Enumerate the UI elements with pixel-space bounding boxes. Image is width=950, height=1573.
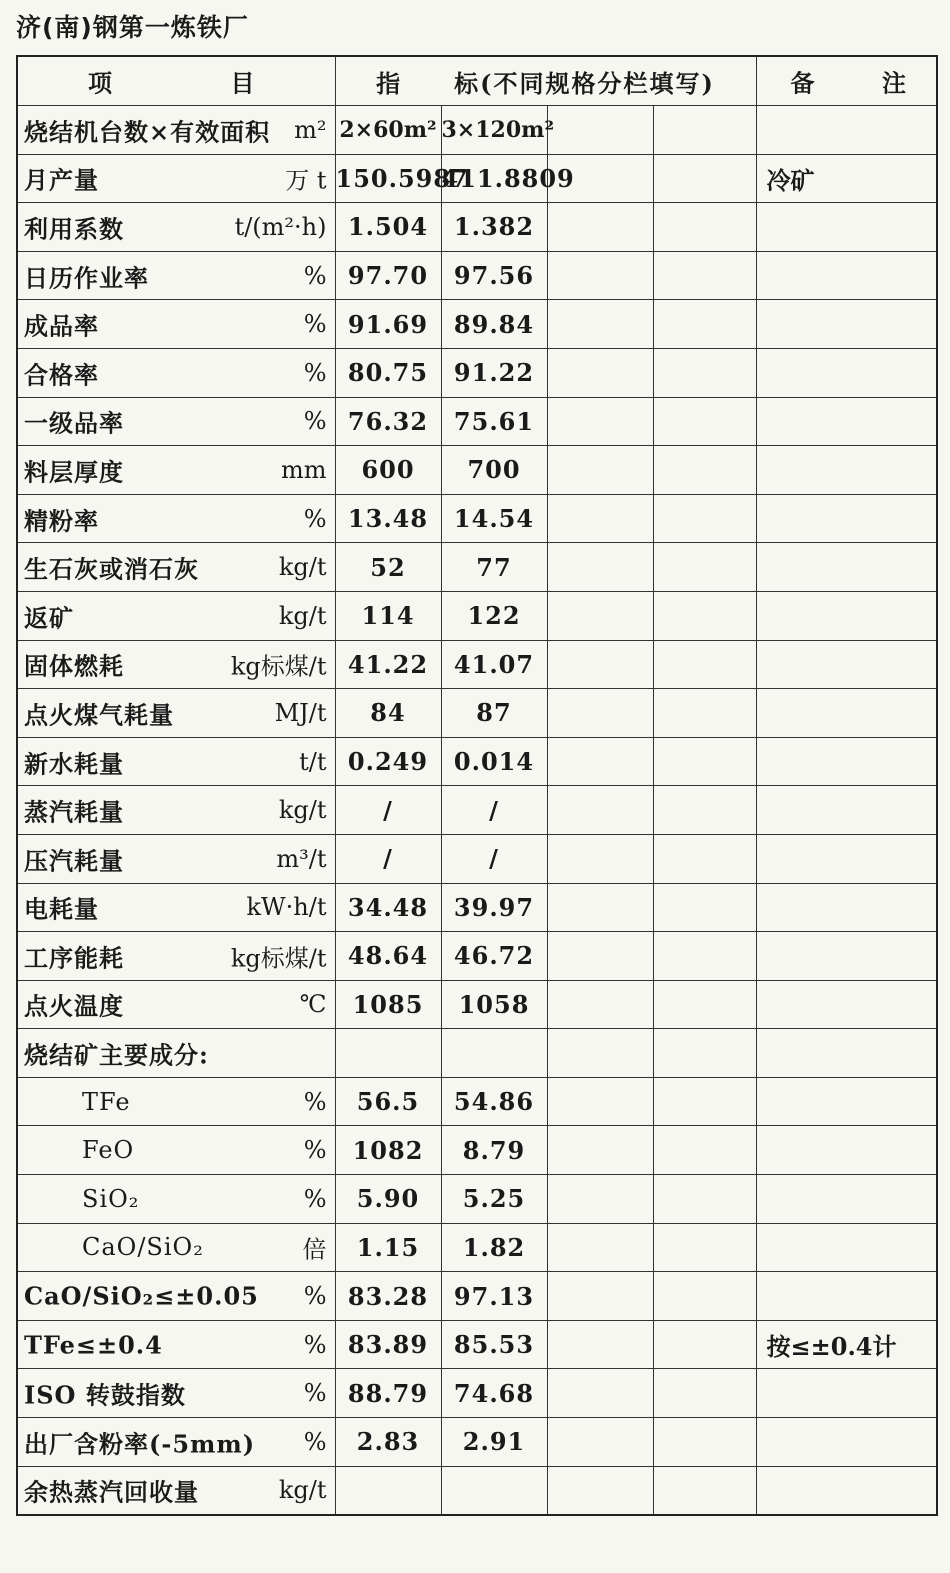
item-unit: % [303, 1330, 327, 1359]
note-cell [756, 1369, 937, 1418]
empty-value-cell [653, 980, 756, 1029]
item-unit: % [303, 1184, 327, 1213]
value-cell [441, 1029, 547, 1078]
value-cell: 41.07 [441, 640, 547, 689]
empty-value-cell [547, 689, 653, 738]
note-cell [756, 1175, 937, 1224]
item-cell [17, 786, 335, 835]
value-cell: 39.97 [441, 883, 547, 932]
item-cell [17, 834, 335, 883]
item-label: 蒸汽耗量 [24, 797, 124, 827]
item-cell [17, 543, 335, 592]
item-cell [17, 591, 335, 640]
item-unit: % [303, 1427, 327, 1456]
item-label: 料层厚度 [24, 457, 124, 487]
table-row [17, 591, 937, 640]
value-cell: 80.75 [335, 348, 441, 397]
table-row [17, 494, 937, 543]
value-cell: 97.13 [441, 1272, 547, 1321]
item-unit: % [303, 310, 327, 339]
item-cell [17, 348, 335, 397]
item-cell [17, 980, 335, 1029]
value-cell: 5.90 [335, 1175, 441, 1224]
value-cell: 74.68 [441, 1369, 547, 1418]
value-cell: 411.8809 [441, 154, 547, 203]
note-cell [756, 932, 937, 981]
header-item [17, 56, 335, 106]
value-cell: 48.64 [335, 932, 441, 981]
empty-value-cell [653, 1272, 756, 1321]
item-unit: % [303, 1087, 327, 1116]
table-row [17, 1029, 937, 1078]
value-cell: 46.72 [441, 932, 547, 981]
item-label: TFe≤±0.4 [24, 1330, 163, 1360]
empty-value-cell [547, 1369, 653, 1418]
empty-value-cell [547, 737, 653, 786]
value-cell: 1.382 [441, 203, 547, 252]
item-unit: % [303, 1282, 327, 1311]
empty-value-cell [653, 689, 756, 738]
empty-value-cell [653, 883, 756, 932]
empty-value-cell [653, 640, 756, 689]
note-cell [756, 591, 937, 640]
note-cell [756, 786, 937, 835]
table-row [17, 1320, 937, 1369]
item-unit: mm [280, 455, 327, 484]
note-cell [756, 640, 937, 689]
item-label: SiO₂ [82, 1184, 140, 1213]
value-cell: 150.5987 [335, 154, 441, 203]
value-cell: 1.15 [335, 1223, 441, 1272]
value-cell: / [441, 834, 547, 883]
item-cell [17, 932, 335, 981]
item-label: 成品率 [24, 311, 99, 341]
item-cell [17, 203, 335, 252]
item-cell [17, 1466, 335, 1515]
empty-value-cell [547, 1320, 653, 1369]
note-cell [756, 1126, 937, 1175]
table-row [17, 980, 937, 1029]
item-unit: MJ/t [274, 698, 327, 727]
empty-value-cell [547, 1077, 653, 1126]
value-cell: 122 [441, 591, 547, 640]
header-item-a: 项 [88, 68, 112, 98]
table-row [17, 1077, 937, 1126]
note-cell [756, 348, 937, 397]
note-cell [756, 251, 937, 300]
header-item-b: 目 [230, 68, 255, 98]
empty-value-cell [547, 1175, 653, 1224]
item-cell [17, 1320, 335, 1369]
header-note [756, 56, 937, 106]
value-cell [335, 1029, 441, 1078]
item-label: 余热蒸汽回收量 [24, 1477, 199, 1507]
value-cell: 54.86 [441, 1077, 547, 1126]
empty-value-cell [547, 203, 653, 252]
table-row [17, 251, 937, 300]
item-label: 生石灰或消石灰 [24, 554, 199, 584]
note-cell [756, 1223, 937, 1272]
note-cell [756, 1466, 937, 1515]
item-cell [17, 154, 335, 203]
item-unit: 倍 [302, 1235, 327, 1264]
item-label: ISO 转鼓指数 [24, 1380, 186, 1410]
empty-value-cell [547, 397, 653, 446]
value-cell: 2×60m² [335, 106, 441, 155]
empty-value-cell [547, 1418, 653, 1467]
table-row [17, 932, 937, 981]
item-unit: kW·h/t [246, 893, 327, 922]
item-cell [17, 446, 335, 495]
item-cell [17, 494, 335, 543]
table-row [17, 1466, 937, 1515]
empty-value-cell [547, 932, 653, 981]
empty-value-cell [547, 251, 653, 300]
value-cell: 84 [335, 689, 441, 738]
value-cell: 83.89 [335, 1320, 441, 1369]
value-cell: 700 [441, 446, 547, 495]
empty-value-cell [653, 1369, 756, 1418]
note-cell: 冷矿 [756, 154, 937, 203]
item-cell [17, 1126, 335, 1175]
item-label: 新水耗量 [24, 749, 124, 779]
value-cell: 600 [335, 446, 441, 495]
page-title: 济(南)钢第一炼铁厂 [16, 13, 249, 42]
value-cell: 97.70 [335, 251, 441, 300]
item-unit: % [303, 358, 327, 387]
item-cell [17, 1175, 335, 1224]
table-row [17, 1418, 937, 1467]
empty-value-cell [653, 154, 756, 203]
empty-value-cell [547, 1272, 653, 1321]
item-cell [17, 397, 335, 446]
note-cell [756, 543, 937, 592]
item-cell [17, 1272, 335, 1321]
value-cell: 56.5 [335, 1077, 441, 1126]
item-cell [17, 1369, 335, 1418]
table-row [17, 689, 937, 738]
value-cell: 87 [441, 689, 547, 738]
item-cell [17, 1077, 335, 1126]
empty-value-cell [547, 106, 653, 155]
empty-value-cell [653, 348, 756, 397]
item-label: 一级品率 [24, 408, 124, 438]
item-unit: m² [294, 115, 327, 144]
empty-value-cell [547, 446, 653, 495]
value-cell: 2.91 [441, 1418, 547, 1467]
note-cell [756, 397, 937, 446]
note-cell [756, 106, 937, 155]
item-label: CaO/SiO₂ [82, 1233, 204, 1262]
value-cell: 1.504 [335, 203, 441, 252]
empty-value-cell [653, 446, 756, 495]
empty-value-cell [547, 494, 653, 543]
item-unit: kg/t [278, 601, 327, 630]
value-cell: 97.56 [441, 251, 547, 300]
item-unit: 万 t [285, 166, 327, 195]
table-row [17, 834, 937, 883]
table-row [17, 543, 937, 592]
empty-value-cell [653, 1320, 756, 1369]
item-cell [17, 251, 335, 300]
item-label: TFe [82, 1087, 131, 1116]
value-cell: 76.32 [335, 397, 441, 446]
item-unit: % [303, 1379, 327, 1408]
item-label: CaO/SiO₂≤±0.05 [24, 1281, 259, 1311]
item-unit: % [303, 261, 327, 290]
value-cell: 0.249 [335, 737, 441, 786]
item-cell [17, 883, 335, 932]
table-row [17, 203, 937, 252]
note-cell [756, 737, 937, 786]
value-cell: 89.84 [441, 300, 547, 349]
indicator-table [16, 55, 938, 1516]
value-cell [335, 1466, 441, 1515]
item-label: 烧结矿主要成分: [24, 1040, 209, 1070]
table-row [17, 640, 937, 689]
table-row [17, 1126, 937, 1175]
empty-value-cell [653, 1029, 756, 1078]
note-cell [756, 883, 937, 932]
table-row [17, 737, 937, 786]
empty-value-cell [653, 543, 756, 592]
item-cell [17, 1223, 335, 1272]
empty-value-cell [547, 300, 653, 349]
item-unit: t/(m²·h) [234, 212, 327, 241]
value-cell: 5.25 [441, 1175, 547, 1224]
value-cell: 88.79 [335, 1369, 441, 1418]
value-cell: / [335, 834, 441, 883]
value-cell: / [441, 786, 547, 835]
value-cell: 0.014 [441, 737, 547, 786]
empty-value-cell [653, 1077, 756, 1126]
table-row [17, 1369, 937, 1418]
empty-value-cell [547, 1029, 653, 1078]
item-unit: t/t [299, 747, 327, 776]
item-cell [17, 1029, 335, 1078]
empty-value-cell [653, 737, 756, 786]
item-unit: kg/t [278, 796, 327, 825]
note-cell [756, 980, 937, 1029]
value-cell: 1082 [335, 1126, 441, 1175]
item-label: 烧结机台数×有效面积 [24, 117, 271, 147]
note-cell [756, 203, 937, 252]
value-cell: 3×120m² [441, 106, 547, 155]
note-cell [756, 300, 937, 349]
empty-value-cell [547, 640, 653, 689]
header-note-a: 备 [790, 68, 815, 98]
item-label: 固体燃耗 [24, 651, 124, 681]
value-cell: 91.22 [441, 348, 547, 397]
item-label: 精粉率 [24, 506, 99, 536]
item-label: 利用系数 [24, 214, 124, 244]
item-label: 电耗量 [24, 894, 99, 924]
item-cell [17, 300, 335, 349]
value-cell: 41.22 [335, 640, 441, 689]
item-unit: kg/t [278, 1476, 327, 1505]
item-cell [17, 640, 335, 689]
item-label: 月产量 [24, 165, 99, 195]
note-cell: 按≤±0.4计 [756, 1320, 937, 1369]
value-cell: 13.48 [335, 494, 441, 543]
empty-value-cell [653, 1223, 756, 1272]
item-label: 合格率 [24, 360, 99, 390]
item-cell [17, 737, 335, 786]
note-cell [756, 446, 937, 495]
empty-value-cell [653, 397, 756, 446]
item-cell [17, 106, 335, 155]
table-row [17, 446, 937, 495]
empty-value-cell [547, 348, 653, 397]
header-indicator: 指 标(不同规格分栏填写) [335, 56, 756, 106]
item-cell [17, 1418, 335, 1467]
value-cell: 114 [335, 591, 441, 640]
empty-value-cell [547, 591, 653, 640]
empty-value-cell [547, 980, 653, 1029]
table-row [17, 154, 937, 203]
note-cell [756, 689, 937, 738]
item-label: 压汽耗量 [24, 846, 124, 876]
table-row [17, 348, 937, 397]
header-row [17, 56, 937, 106]
value-cell: 1058 [441, 980, 547, 1029]
empty-value-cell [653, 1126, 756, 1175]
item-label: FeO [82, 1136, 135, 1165]
empty-value-cell [547, 786, 653, 835]
empty-value-cell [547, 1466, 653, 1515]
table-row [17, 1175, 937, 1224]
item-label: 返矿 [24, 603, 74, 633]
empty-value-cell [547, 543, 653, 592]
item-label: 点火温度 [24, 991, 124, 1021]
header-note-b: 注 [882, 68, 907, 98]
empty-value-cell [653, 203, 756, 252]
value-cell: 85.53 [441, 1320, 547, 1369]
item-unit: % [303, 504, 327, 533]
item-unit: kg标煤/t [230, 652, 327, 681]
item-label: 点火煤气耗量 [24, 700, 174, 730]
note-cell [756, 1029, 937, 1078]
item-label: 出厂含粉率(-5mm) [24, 1429, 256, 1459]
table-row [17, 106, 937, 155]
value-cell: 1.82 [441, 1223, 547, 1272]
value-cell: 34.48 [335, 883, 441, 932]
item-unit: m³/t [276, 844, 327, 873]
value-cell: 8.79 [441, 1126, 547, 1175]
value-cell: 14.54 [441, 494, 547, 543]
empty-value-cell [653, 1175, 756, 1224]
value-cell: 83.28 [335, 1272, 441, 1321]
table-row [17, 883, 937, 932]
value-cell: 52 [335, 543, 441, 592]
value-cell: 75.61 [441, 397, 547, 446]
empty-value-cell [547, 834, 653, 883]
value-cell [441, 1466, 547, 1515]
item-unit: % [303, 407, 327, 436]
note-cell [756, 1272, 937, 1321]
item-unit: kg标煤/t [230, 944, 327, 973]
empty-value-cell [547, 883, 653, 932]
table-row [17, 1223, 937, 1272]
table-row [17, 786, 937, 835]
value-cell: 91.69 [335, 300, 441, 349]
empty-value-cell [653, 834, 756, 883]
empty-value-cell [653, 591, 756, 640]
note-cell [756, 834, 937, 883]
note-cell [756, 1077, 937, 1126]
empty-value-cell [653, 494, 756, 543]
note-cell [756, 494, 937, 543]
empty-value-cell [653, 786, 756, 835]
value-cell: 2.83 [335, 1418, 441, 1467]
item-unit: % [303, 1136, 327, 1165]
empty-value-cell [653, 106, 756, 155]
item-cell [17, 689, 335, 738]
empty-value-cell [653, 1418, 756, 1467]
item-label: 日历作业率 [24, 263, 149, 293]
empty-value-cell [547, 1223, 653, 1272]
item-unit: ℃ [299, 990, 327, 1019]
empty-value-cell [653, 1466, 756, 1515]
table-row [17, 397, 937, 446]
item-unit: kg/t [278, 553, 327, 582]
empty-value-cell [653, 251, 756, 300]
item-label: 工序能耗 [24, 943, 124, 973]
empty-value-cell [653, 300, 756, 349]
note-cell [756, 1418, 937, 1467]
value-cell: 1085 [335, 980, 441, 1029]
empty-value-cell [653, 932, 756, 981]
value-cell: 77 [441, 543, 547, 592]
table-row [17, 1272, 937, 1321]
value-cell: / [335, 786, 441, 835]
table-row [17, 300, 937, 349]
empty-value-cell [547, 1126, 653, 1175]
